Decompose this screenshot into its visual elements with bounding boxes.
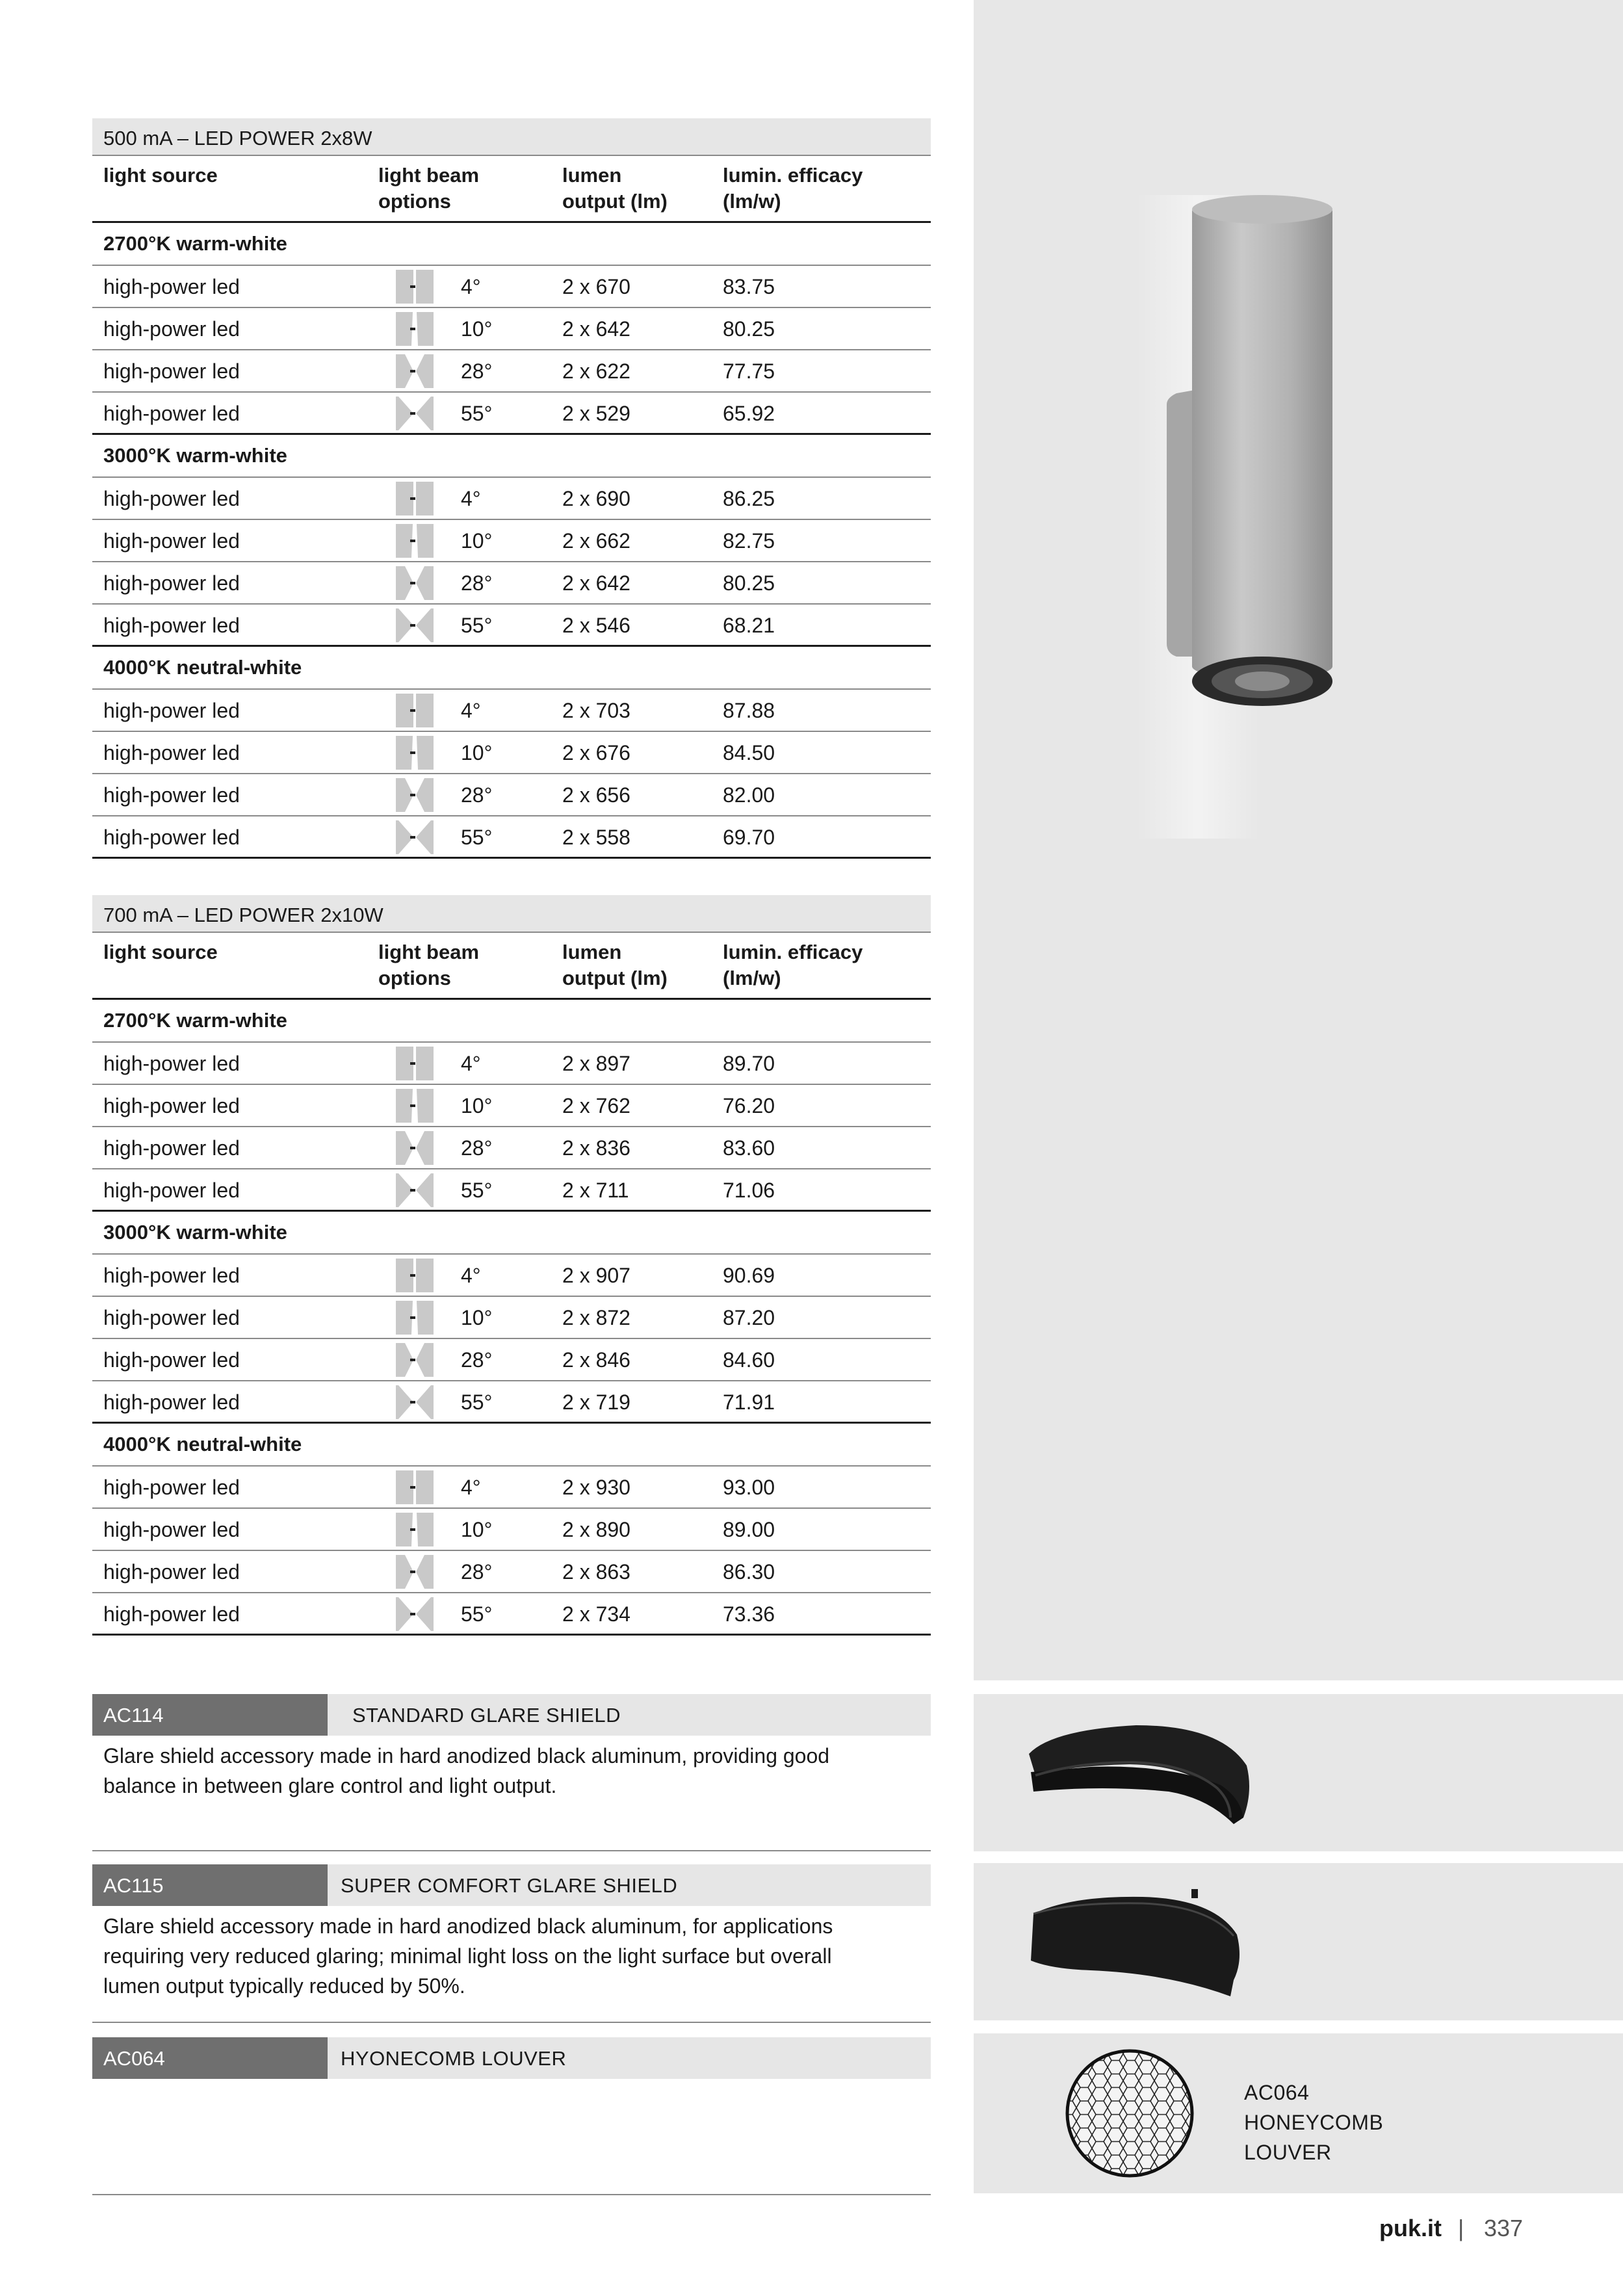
cell-beam-angle: 28° (461, 1136, 493, 1160)
divider (92, 2022, 931, 2023)
cell-beam-angle: 28° (461, 1348, 493, 1372)
beam-10-icon (396, 1089, 434, 1123)
cell-beam-angle: 10° (461, 529, 493, 553)
cell-lumen-output: 2 x 529 (562, 402, 630, 425)
cell-beam-angle: 4° (461, 699, 481, 722)
cell-light-source: high-power led (103, 1518, 240, 1541)
divider (92, 2194, 931, 2195)
description-line: Glare shield accessory made in hard anodized black aluminum, for applications (103, 1914, 833, 1938)
cell-beam-angle: 10° (461, 741, 493, 764)
spec-table-500ma (92, 118, 931, 859)
cell-beam-angle: 4° (461, 1264, 481, 1287)
table-row (92, 1169, 931, 1212)
cell-beam-angle: 55° (461, 1179, 493, 1202)
table-row (92, 1509, 931, 1551)
table-row (92, 562, 931, 605)
cell-beam-angle: 55° (461, 614, 493, 637)
cell-lumen-output: 2 x 762 (562, 1094, 630, 1117)
ac114-image-panel (974, 1694, 1623, 1851)
cell-beam-angle: 55° (461, 826, 493, 849)
ac064-image-panel (974, 2033, 1623, 2193)
beam-4-icon (396, 694, 434, 727)
cell-light-source: high-power led (103, 1476, 240, 1499)
table-row (92, 350, 931, 393)
cell-lumen-output: 2 x 863 (562, 1560, 630, 1584)
cell-beam-angle: 4° (461, 1476, 481, 1499)
beam-28-icon (396, 566, 434, 600)
cell-lumen-output: 2 x 656 (562, 783, 630, 807)
cell-lumen-output: 2 x 642 (562, 571, 630, 595)
footer-separator: | (1458, 2215, 1464, 2241)
cell-efficacy: 89.00 (723, 1518, 775, 1541)
cell-beam-angle: 10° (461, 1306, 493, 1329)
wall-lamp-image (974, 0, 1623, 845)
table-row (92, 1467, 931, 1509)
header-lumen-output: lumen output (lm) (562, 941, 668, 989)
cell-light-source: high-power led (103, 1390, 240, 1414)
color-temperature-group: 4000°K neutral-white (92, 1424, 931, 1467)
table-row (92, 1551, 931, 1593)
cell-light-source: high-power led (103, 826, 240, 849)
accessory-description-ac114 (103, 1741, 916, 1801)
cell-light-source: high-power led (103, 614, 240, 637)
color-temperature-group: 3000°K warm-white (92, 1212, 931, 1255)
cell-efficacy: 86.25 (723, 487, 775, 510)
color-temperature-group: 4000°K neutral-white (92, 647, 931, 690)
cell-light-source: high-power led (103, 1094, 240, 1117)
cell-beam-angle: 28° (461, 1560, 493, 1584)
beam-55-icon (396, 608, 434, 642)
cell-lumen-output: 2 x 897 (562, 1052, 630, 1075)
table-row (92, 1043, 931, 1085)
accessory-name: STANDARD GLARE SHIELD (352, 1704, 621, 1727)
table-row (92, 1593, 931, 1636)
table-header (92, 156, 931, 223)
cell-efficacy: 84.60 (723, 1348, 775, 1372)
cell-beam-angle: 28° (461, 783, 493, 807)
header-lumin-efficacy: lumin. efficacy (lm/w) (723, 941, 863, 989)
cell-light-source: high-power led (103, 571, 240, 595)
cell-lumen-output: 2 x 690 (562, 487, 630, 510)
footer-site: puk.it (1379, 2215, 1442, 2241)
cell-lumen-output: 2 x 907 (562, 1264, 630, 1287)
color-temperature-group: 3000°K warm-white (92, 435, 931, 478)
description-line: lumen output typically reduced by 50%. (103, 1974, 465, 1998)
cell-efficacy: 82.00 (723, 783, 775, 807)
accessory-description-ac115 (103, 1911, 916, 2001)
cell-light-source: high-power led (103, 402, 240, 425)
cell-efficacy: 77.75 (723, 359, 775, 383)
cell-beam-angle: 10° (461, 317, 493, 341)
table-row (92, 520, 931, 562)
table-row (92, 1255, 931, 1297)
accessory-name: SUPER COMFORT GLARE SHIELD (341, 1874, 678, 1897)
footer-page-number: 337 (1484, 2215, 1524, 2241)
cell-light-source: high-power led (103, 741, 240, 764)
accessory-header-ac114 (92, 1694, 931, 1736)
beam-55-icon (396, 1385, 434, 1419)
cell-efficacy: 76.20 (723, 1094, 775, 1117)
header-light-beam: light beam options (378, 164, 480, 213)
cell-lumen-output: 2 x 872 (562, 1306, 630, 1329)
cell-light-source: high-power led (103, 1560, 240, 1584)
table-row (92, 393, 931, 435)
cell-efficacy: 82.75 (723, 529, 775, 553)
beam-10-icon (396, 524, 434, 558)
accessory-code: AC115 (92, 1864, 328, 1906)
honeycomb-louver-image (1045, 2033, 1214, 2193)
table-title: 500 mA – LED POWER 2x8W (92, 118, 931, 156)
cell-light-source: high-power led (103, 1348, 240, 1372)
cell-beam-angle: 4° (461, 487, 481, 510)
table-title: 700 mA – LED POWER 2x10W (92, 895, 931, 933)
table-row (92, 732, 931, 774)
beam-55-icon (396, 820, 434, 854)
cell-lumen-output: 2 x 703 (562, 699, 630, 722)
header-light-source: light source (103, 164, 218, 187)
beam-55-icon (396, 1173, 434, 1207)
cell-efficacy: 73.36 (723, 1602, 775, 1626)
cell-lumen-output: 2 x 662 (562, 529, 630, 553)
cell-efficacy: 83.75 (723, 275, 775, 298)
super-comfort-glare-shield-image (974, 1863, 1623, 2020)
beam-4-icon (396, 270, 434, 304)
cell-lumen-output: 2 x 670 (562, 275, 630, 298)
cell-efficacy: 80.25 (723, 571, 775, 595)
table-row (92, 690, 931, 732)
accessory-code: AC064 (92, 2037, 328, 2079)
cell-beam-angle: 55° (461, 1390, 493, 1414)
cell-lumen-output: 2 x 546 (562, 614, 630, 637)
header-lumin-efficacy: lumin. efficacy (lm/w) (723, 164, 863, 213)
accessory-code: AC114 (92, 1694, 328, 1736)
cell-efficacy: 83.60 (723, 1136, 775, 1160)
table-row (92, 1339, 931, 1381)
cell-lumen-output: 2 x 622 (562, 359, 630, 383)
cell-beam-angle: 4° (461, 1052, 481, 1075)
cell-light-source: high-power led (103, 783, 240, 807)
cell-lumen-output: 2 x 642 (562, 317, 630, 341)
cell-efficacy: 84.50 (723, 741, 775, 764)
cell-efficacy: 69.70 (723, 826, 775, 849)
divider (92, 1850, 931, 1851)
beam-28-icon (396, 1555, 434, 1589)
beam-55-icon (396, 397, 434, 430)
table-row (92, 1381, 931, 1424)
beam-4-icon (396, 482, 434, 515)
cell-light-source: high-power led (103, 1602, 240, 1626)
beam-10-icon (396, 1301, 434, 1335)
beam-28-icon (396, 354, 434, 388)
spec-table-700ma (92, 895, 931, 1636)
beam-4-icon (396, 1047, 434, 1080)
cell-beam-angle: 10° (461, 1518, 493, 1541)
beam-10-icon (396, 736, 434, 770)
cell-efficacy: 71.91 (723, 1390, 775, 1414)
cell-efficacy: 71.06 (723, 1179, 775, 1202)
cell-light-source: high-power led (103, 1264, 240, 1287)
cell-beam-angle: 10° (461, 1094, 493, 1117)
accessory-name: HYONECOMB LOUVER (341, 2047, 567, 2070)
louver-caption-line: HONEYCOMB (1244, 2111, 1384, 2134)
cell-efficacy: 86.30 (723, 1560, 775, 1584)
beam-28-icon (396, 1343, 434, 1377)
description-line: balance in between glare control and light output. (103, 1774, 557, 1797)
cell-lumen-output: 2 x 846 (562, 1348, 630, 1372)
cell-light-source: high-power led (103, 1306, 240, 1329)
cell-efficacy: 68.21 (723, 614, 775, 637)
louver-caption-line: LOUVER (1244, 2141, 1332, 2164)
cell-light-source: high-power led (103, 1136, 240, 1160)
table-row (92, 1297, 931, 1339)
cell-light-source: high-power led (103, 1052, 240, 1075)
beam-10-icon (396, 1513, 434, 1546)
cell-light-source: high-power led (103, 699, 240, 722)
header-lumen-output: lumen output (lm) (562, 164, 668, 213)
header-light-beam: light beam options (378, 941, 480, 989)
description-line: Glare shield accessory made in hard anodized black aluminum, providing good (103, 1744, 830, 1768)
cell-lumen-output: 2 x 890 (562, 1518, 630, 1541)
cell-efficacy: 87.20 (723, 1306, 775, 1329)
cell-light-source: high-power led (103, 359, 240, 383)
beam-4-icon (396, 1470, 434, 1504)
color-temperature-group: 2700°K warm-white (92, 1000, 931, 1043)
beam-28-icon (396, 1131, 434, 1165)
table-header (92, 933, 931, 1000)
cell-lumen-output: 2 x 676 (562, 741, 630, 764)
table-row (92, 266, 931, 308)
accessory-header-ac115 (92, 1864, 931, 1906)
cell-lumen-output: 2 x 719 (562, 1390, 630, 1414)
louver-caption (1244, 2078, 1383, 2167)
cell-beam-angle: 4° (461, 275, 481, 298)
header-light-source: light source (103, 941, 218, 963)
beam-4-icon (396, 1259, 434, 1292)
table-row (92, 605, 931, 647)
beam-28-icon (396, 778, 434, 812)
table-row (92, 478, 931, 520)
beam-10-icon (396, 312, 434, 346)
beam-55-icon (396, 1597, 434, 1631)
cell-light-source: high-power led (103, 487, 240, 510)
cell-beam-angle: 28° (461, 359, 493, 383)
cell-efficacy: 80.25 (723, 317, 775, 341)
color-temperature-group: 2700°K warm-white (92, 223, 931, 266)
description-line: requiring very reduced glaring; minimal light loss on the light surface but overall (103, 1944, 832, 1968)
cell-beam-angle: 55° (461, 402, 493, 425)
cell-light-source: high-power led (103, 317, 240, 341)
table-row (92, 774, 931, 816)
cell-lumen-output: 2 x 836 (562, 1136, 630, 1160)
cell-lumen-output: 2 x 558 (562, 826, 630, 849)
cell-efficacy: 89.70 (723, 1052, 775, 1075)
cell-lumen-output: 2 x 734 (562, 1602, 630, 1626)
cell-efficacy: 90.69 (723, 1264, 775, 1287)
cell-beam-angle: 28° (461, 571, 493, 595)
table-row (92, 816, 931, 859)
table-row (92, 1085, 931, 1127)
ac115-image-panel (974, 1863, 1623, 2020)
table-row (92, 1127, 931, 1169)
cell-efficacy: 87.88 (723, 699, 775, 722)
standard-glare-shield-image (974, 1694, 1623, 1851)
cell-efficacy: 93.00 (723, 1476, 775, 1499)
louver-caption-code: AC064 (1244, 2081, 1310, 2104)
cell-lumen-output: 2 x 711 (562, 1179, 629, 1202)
cell-lumen-output: 2 x 930 (562, 1476, 630, 1499)
cell-beam-angle: 55° (461, 1602, 493, 1626)
product-panel (974, 0, 1623, 1680)
cell-light-source: high-power led (103, 275, 240, 298)
cell-light-source: high-power led (103, 1179, 240, 1202)
cell-light-source: high-power led (103, 529, 240, 553)
accessory-header-ac064 (92, 2037, 931, 2079)
table-row (92, 308, 931, 350)
cell-efficacy: 65.92 (723, 402, 775, 425)
